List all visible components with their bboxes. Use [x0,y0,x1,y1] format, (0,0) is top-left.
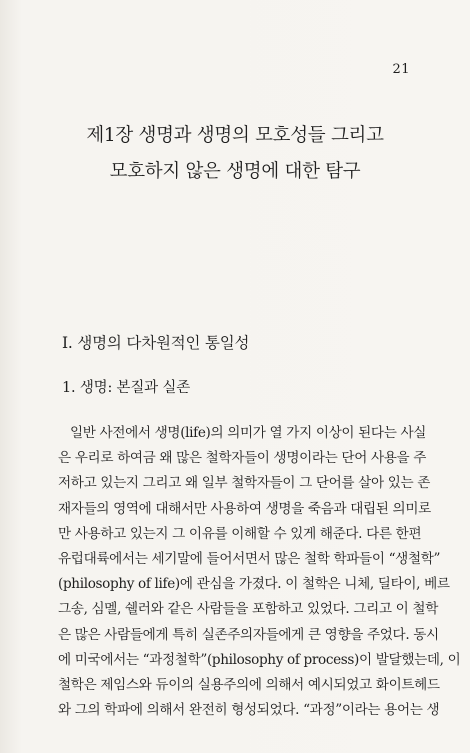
body-line: 재자들의 영역에 대해서만 사용하여 생명을 죽음과 대립된 의미로 [58,500,431,517]
body-line: (philosophy of life)에 관심을 가졌다. 이 철학은 니체, 딜타이, 베르 [58,576,450,593]
chapter-title-line-1: 제1장 생명과 생명의 모호성들 그리고 [86,125,384,146]
body-line: 은 우리로 하여금 왜 많은 철학자들이 생명이라는 단어 사용을 주 [58,450,427,467]
body-line: 일반 사전에서 생명(life)의 의미가 열 가지 이상이 된다는 사실 [70,425,427,441]
body-line: 그송, 심멜, 쉘러와 같은 사람들을 포함하고 있었다. 그리고 이 철학 [58,601,438,618]
body-paragraph [58,421,461,723]
body-line: 만 사용하고 있는지 그 이유를 이해할 수 있게 해준다. 다른 한편 [58,525,422,542]
body-line: 철학은 제임스와 듀이의 실용주의에 의해서 예시되었고 화이트헤드 [58,676,440,693]
chapter-title [40,118,430,190]
body-line: 저하고 있는지 그리고 왜 일부 철학자들이 그 단어를 살아 있는 존 [58,475,431,492]
body-line: 유럽대륙에서는 세기말에 들어서면서 많은 철학 학파들이 “생철학” [58,550,441,567]
subsection-heading: 1. 생명: 본질과 실존 [62,380,190,396]
body-line: 와 그의 학파에 의해서 완전히 형성되었다. “과정”이라는 용어는 생 [58,702,440,719]
page-number: 21 [392,62,410,77]
chapter-title-line-2: 모호하지 않은 생명에 대한 탐구 [109,161,361,182]
body-line: 은 많은 사람들에게 특히 실존주의자들에게 큰 영향을 주었다. 동시 [58,626,439,643]
body-line: 에 미국에서는 “과정철학”(philosophy of process)이 발달했는데, 이 [58,651,461,668]
section-heading: I. 생명의 다차원적인 통일성 [62,334,250,352]
